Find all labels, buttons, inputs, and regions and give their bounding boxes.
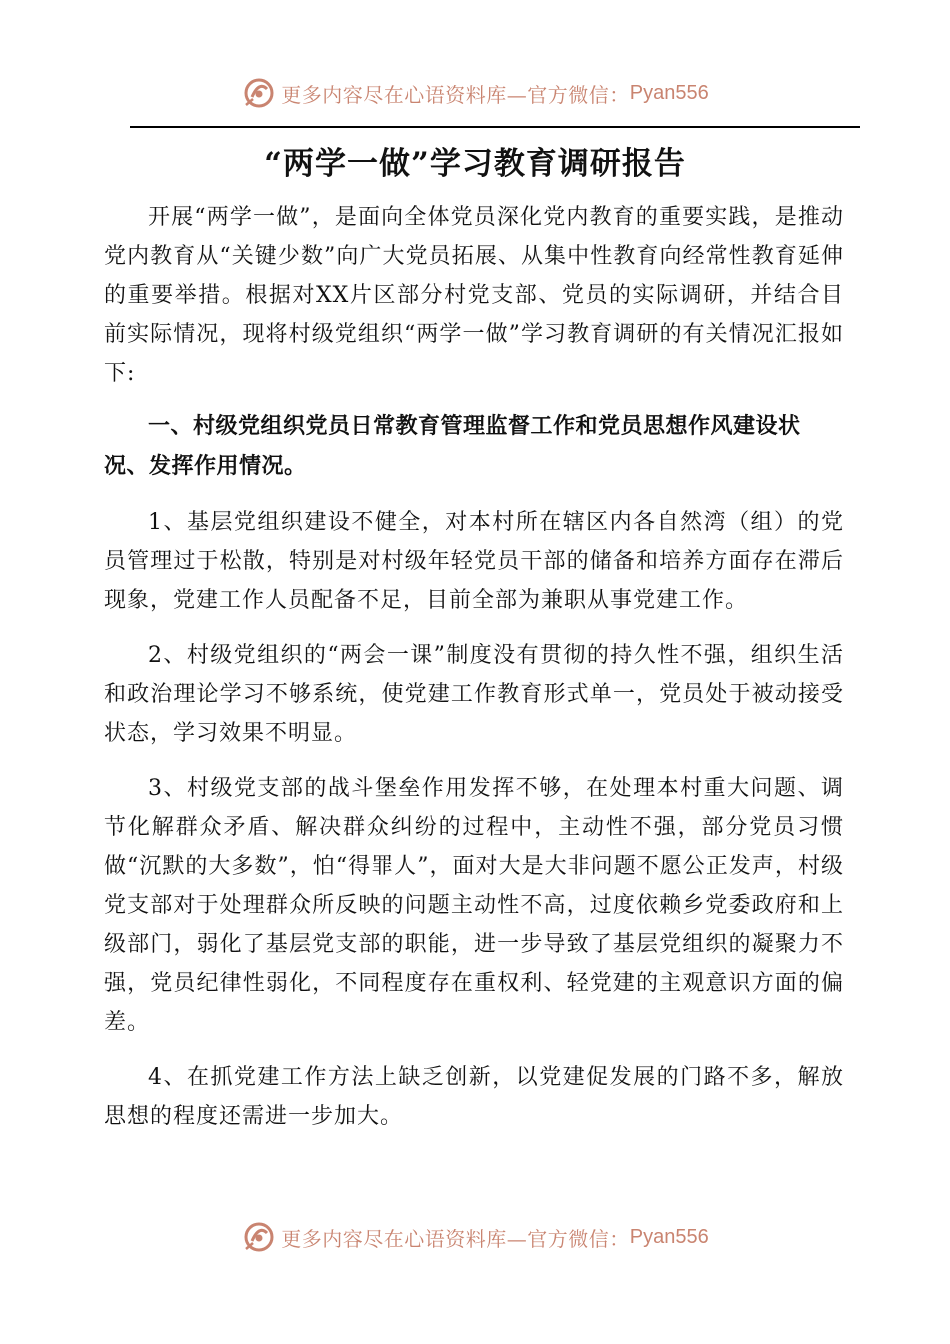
header-divider	[130, 126, 860, 128]
footer-watermark-banner	[0, 1217, 950, 1257]
intro-paragraph: 开展“两学一做”，是面向全体党员深化党内教育的重要实践，是推动党内教育从“关键少数”向广大党员拓展、从集中性教育向经常性教育延伸的重要举措。根据对XX片区部分村党支部、党员的实际调研，并结合目前实际情况，现将村级党组织“两学一做”学习教育调研的有关情况汇报如下:	[104, 205, 844, 386]
list-item: 3、村级党支部的战斗堡垒作用发挥不够，在处理本村重大问题、调节化解群众矛盾、解决群众纠纷的过程中，主动性不强，部分党员习惯做“沉默的大多数”，怕“得罪人”，面对大是大非问题不愿公正发声，村级党支部对于处理群众所反映的问题主动性不高，过度依赖乡党委政府和上级部门，弱化了基层党支部的职能，进一步导致了基层党组织的凝聚力不强，党员纪律性弱化，不同程度存在重权利、轻党建的主观意识方面的偏差。	[104, 776, 844, 1035]
watermark-text: 更多内容尽在心语资料库—官方微信：	[281, 82, 630, 107]
document-title: “两学一做”学习教育调研报告	[264, 146, 686, 182]
section-heading-1: 一、村级党组织党员日常教育管理监督工作和党员思想作风建设状况、发挥作用情况。	[104, 414, 801, 479]
list-item: 4、在抓党建工作方法上缺乏创新，以党建促发展的门路不多，解放思想的程度还需进一步加大。	[104, 1065, 844, 1129]
watermark-wechat-id: Pyan556	[629, 81, 709, 104]
header-watermark-banner	[0, 73, 950, 113]
list-item: 2、村级党组织的“两会一课”制度没有贯彻的持久性不强，组织生活和政治理论学习不够系统，使党建工作教育形式单一，党员处于被动接受状态，学习效果不明显。	[104, 643, 844, 746]
watermark-logo-icon	[241, 1219, 277, 1255]
document-body	[104, 198, 844, 1152]
watermark-text: 更多内容尽在心语资料库—官方微信：	[281, 1226, 630, 1251]
watermark-logo-icon	[241, 75, 277, 111]
watermark-wechat-id: Pyan556	[629, 1225, 709, 1248]
list-item: 1、基层党组织建设不健全，对本村所在辖区内各自然湾（组）的党员管理过于松散，特别是对村级年轻党员干部的储备和培养方面存在滞后现象，党建工作人员配备不足，目前全部为兼职从事党建工作。	[104, 510, 844, 613]
